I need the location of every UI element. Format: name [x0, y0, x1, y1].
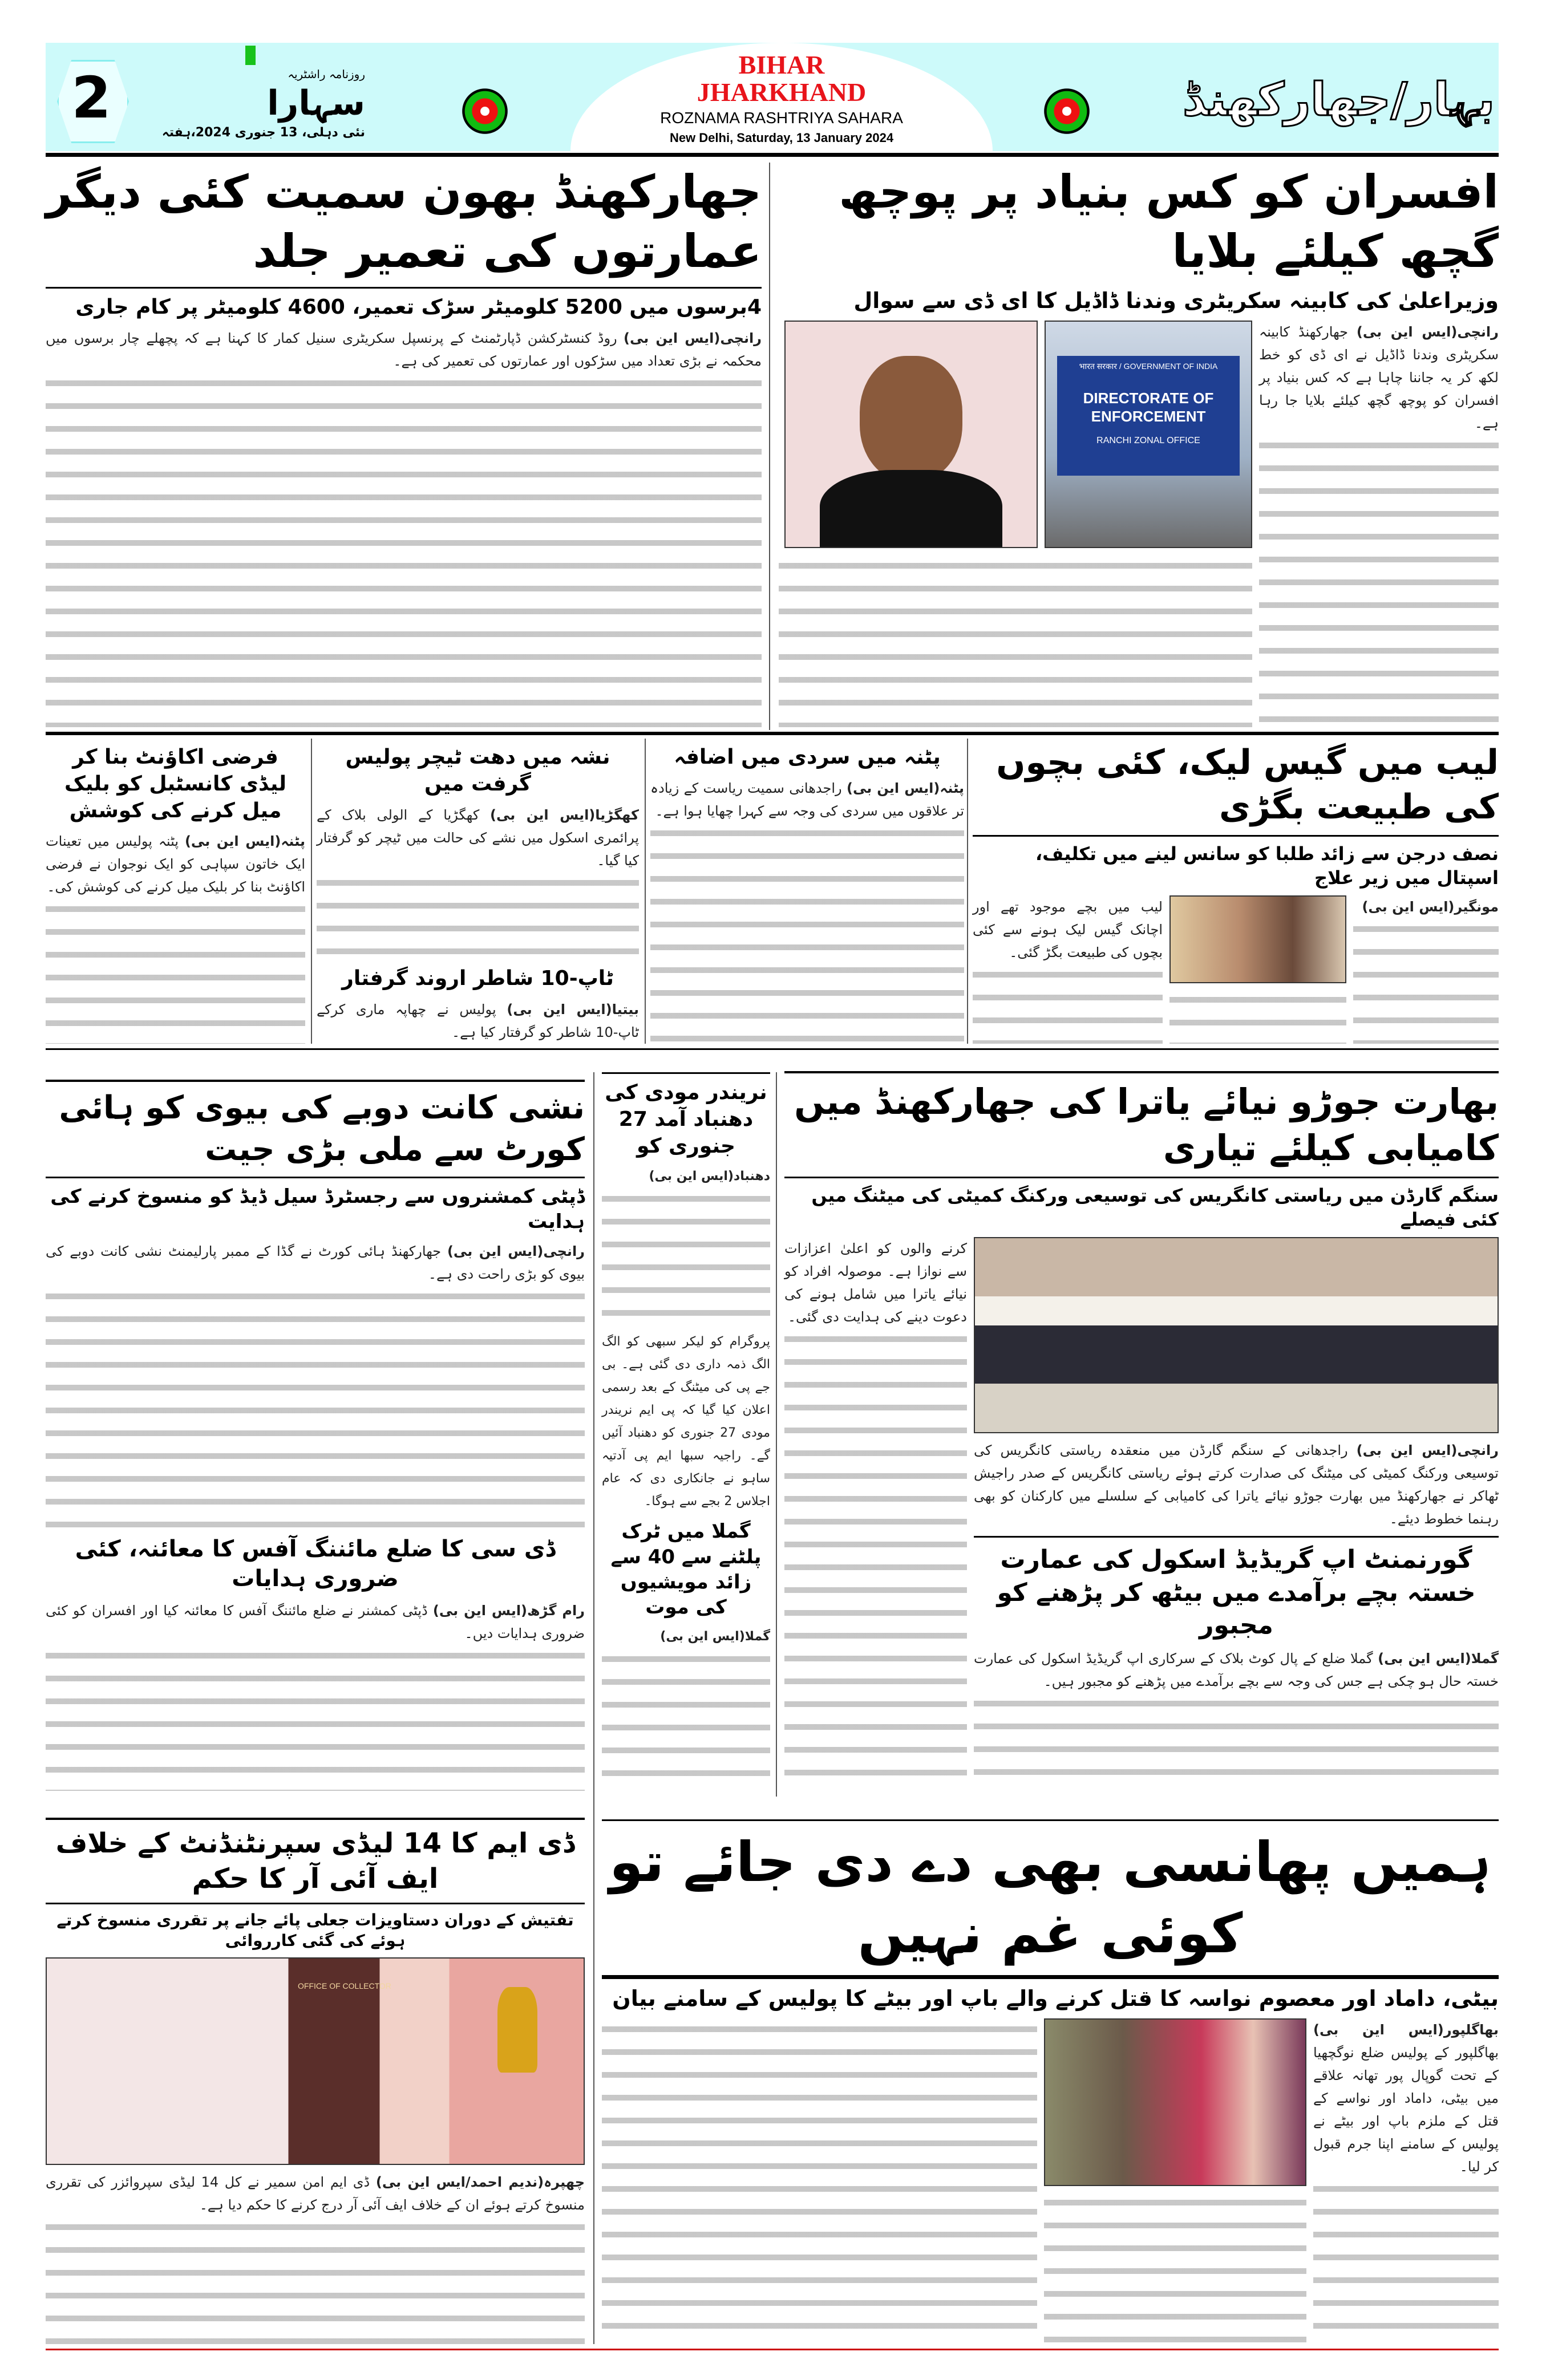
mining-lines: [46, 1645, 585, 1791]
ed-signboard: [1057, 356, 1240, 476]
collector-office-photo: [46, 1957, 585, 2165]
rule: [46, 1818, 585, 1820]
fake-account-headline: فرضی اکاؤنٹ بنا کر لیڈی کانسٹبل کو بلیک میل کرنے کی کوشش: [64, 745, 286, 822]
arvind-headline: ٹاپ-10 شاطر اروند گرفتار: [342, 967, 614, 991]
arvind-dateline: بیتیا(ایس این بی): [507, 1002, 640, 1017]
school-lines: [974, 1693, 1499, 1791]
hanging-lines: [1313, 2178, 1499, 2345]
arvind-text: پولیس نے چھاپہ ماری کرکے ٹاپ-10 شاطر کو گرفتار کیا ہے۔: [317, 1002, 639, 1040]
rule: [784, 1071, 1499, 1073]
court-subhead: ڈپٹی کمشنروں سے رجسٹرڈ سیل ڈیڈ کو منسوخ کرنے کی ہدایت: [50, 1185, 585, 1233]
column-divider: [645, 739, 646, 1044]
rule: [602, 1975, 1499, 1979]
signboard-sub: RANCHI ZONAL OFFICE: [1096, 436, 1200, 446]
fake-account-story: [46, 744, 305, 1044]
title-jharkhand: JHARKHAND: [697, 78, 867, 107]
rule: [784, 1177, 1499, 1178]
gas-body-2: [973, 895, 1163, 1044]
national-emblem-icon: [497, 1987, 537, 2073]
column-divider: [311, 739, 312, 1044]
ed-subhead: وزیراعلیٰ کی کابینہ سکریٹری وندنا ڈاڈیل کا ای ڈی سے سوال: [853, 288, 1499, 313]
yatra-subhead: سنگم گارڈن میں ریاستی کانگریس کی توسیعی ورکنگ کمیٹی کی میٹنگ میں کئی فیصلے: [811, 1185, 1499, 1230]
rule: [46, 287, 762, 289]
section-rule: [46, 732, 1499, 735]
ed-headline: افسران کو کس بنیاد پر پوچھ گچھ کیلئے بلایا: [839, 165, 1499, 278]
patna-cold-lines: [650, 822, 964, 1044]
sunburst-emblem-icon: [1041, 86, 1092, 137]
rule: [602, 1072, 770, 1074]
office-sign: OFFICE OF COLLECTOR: [298, 1981, 391, 1990]
roads-body-continued: [46, 372, 762, 727]
hanging-body-lead: [1313, 2018, 1499, 2178]
cattle-lines: [602, 1648, 770, 1791]
portrait-jacket: [820, 470, 1002, 548]
yatra-content: [784, 1237, 1499, 1791]
gas-hospital-photo: [1169, 895, 1346, 983]
title-bihar: BIHAR: [738, 50, 825, 79]
mining-body: [46, 1599, 585, 1645]
ed-body-under-photo: [779, 555, 1252, 727]
modi-cattle-column: [602, 1072, 770, 1791]
ed-office-photo: [1045, 321, 1252, 548]
patna-cold-body: [650, 777, 964, 822]
hanging-body-3: [1044, 2192, 1306, 2345]
sunburst-emblem-icon: [459, 86, 511, 137]
ed-story: [779, 163, 1499, 727]
column-divider: [593, 1072, 594, 1797]
modi-lines: [602, 1188, 770, 1331]
rule: [602, 1819, 1499, 1821]
section-title: بہار/جھارکھنڈ: [1183, 73, 1495, 126]
mining-text: ڈپٹی کمشنر نے ضلع مائننگ آفس کا معائنہ کیا اور افسران کو کئی ضروری ہدایات دیں۔: [46, 1603, 585, 1642]
gas-story: [973, 740, 1499, 1044]
hanging-body: [1313, 2018, 1499, 2345]
yatra-dateline: رانچی(ایس این بی): [1356, 1442, 1499, 1459]
roads-story: [46, 163, 762, 727]
hanging-body-2: [602, 2018, 1037, 2345]
court-headline: نشی کانت دوبے کی بیوی کو ہائی کورٹ سے ملی بڑی جیت: [59, 1089, 585, 1168]
rule: [46, 1177, 585, 1178]
court-mining-column: [46, 1080, 585, 1791]
roads-dateline: رانچی(ایس این بی): [623, 330, 762, 346]
chief-minister-photo: [784, 321, 1038, 548]
ed-dateline: رانچی(ایس این بی): [1356, 324, 1499, 340]
column-divider: [769, 163, 770, 730]
patna-cold-dateline: پٹنہ(ایس این بی): [846, 780, 965, 796]
hanging-story: [602, 1819, 1499, 2345]
logo-block: [148, 66, 365, 141]
teacher-dateline: کھگڑیا(ایس این بی): [490, 806, 639, 823]
logo-tagline: روزنامہ راشٹریہ: [288, 67, 365, 81]
roads-body: [46, 327, 762, 372]
ed-photos-block: [779, 321, 1252, 727]
mining-dateline: رام گڑھ(ایس این بی): [432, 1603, 585, 1619]
school-body: [974, 1647, 1499, 1693]
cattle-headline: گملا میں ٹرک پلٹنے سے 40 سے زائد مویشیوں کی موت: [610, 1520, 762, 1619]
yatra-body-left: [784, 1237, 967, 1791]
fir-subhead: تفتیش کے دوران دستاویزات جعلی پائے جانے پر تقرری منسوخ کرتے ہوئے کی گئی کارروائی: [56, 1910, 574, 1951]
gas-body-3: [1169, 989, 1346, 1044]
court-dateline: رانچی(ایس این بی): [447, 1243, 585, 1259]
teacher-lines: [317, 872, 639, 960]
ed-photos: [779, 321, 1252, 548]
yatra-body2: کرنے والوں کو اعلیٰ اعزازات سے نوازا ہے۔ موصولہ افراد کو نیائے یاترا میں شامل ہونے کی دعوت دینے کی ہدایت دی گئی۔: [784, 1240, 967, 1325]
school-text: گملا ضلع کے پال کوٹ بلاک کے سرکاری اپ گریڈیڈ اسکول کی عمارت خستہ حال ہو چکی ہے جس کی وجہ سے بچے برآمدے میں پڑھنے کو مجبور ہیں۔: [974, 1650, 1499, 1689]
school-dateline: گملا(ایس این بی): [1378, 1650, 1499, 1667]
fake-account-body: [46, 830, 305, 898]
gas-subhead: نصف درجن سے زائد طلبا کو سانس لینے میں تکلیف، اسپتال میں زیر علاج: [1035, 843, 1499, 889]
gas-body-lines: [1353, 918, 1499, 1044]
yatra-lines: [784, 1328, 967, 1791]
hanging-headline: ہمیں پھانسی بھی دے دی جائے تو کوئی غم نہیں: [609, 1830, 1492, 1965]
yatra-story: [784, 1071, 1499, 1791]
accused-photo: [1044, 2018, 1306, 2186]
teacher-headline: نشہ میں دھت ٹیچر پولیس گرفت میں: [345, 745, 610, 796]
ed-body-text: جھارکھنڈ کابینہ سکریٹری وندنا ڈاڈیل نے ای ڈی کو خط لکھ کر یہ جاننا چاہا ہے کہ کس بنیاد پر افسران کو پوچھ گچھ کیلئے بلایا جا رہا ہے۔: [1259, 324, 1499, 432]
court-text: جھارکھنڈ ہائی کورٹ نے گڈا کے ممبر پارلیمنٹ نشی کانت دوبے کی بیوی کو بڑی راحت دی ہے۔: [46, 1243, 585, 1282]
modi-dateline: دھنباد(ایس این بی): [649, 1169, 770, 1184]
gas-body-lines: [973, 964, 1163, 1044]
fir-headline: ڈی ایم کا 14 لیڈی سپرنٹنڈنٹ کے خلاف ایف آئی آر کا حکم: [55, 1827, 575, 1895]
portrait-face: [860, 356, 962, 481]
yatra-body: [974, 1439, 1499, 1530]
title-en: [570, 51, 993, 106]
fake-account-text: پٹنہ پولیس میں تعینات ایک خاتون سپاہی کو ایک نوجوان نے فرضی اکاؤنٹ بنا کر بلیک میل کرنے کی کوشش کی۔: [46, 833, 305, 895]
gas-body-text: لیب میں بچے موجود تھے اور اچانک گیس لیک ہونے سے کئی بچوں کی طبیعت بگڑ گئی۔: [973, 899, 1163, 961]
logo-sahara: سہارا: [267, 83, 365, 123]
page-number: 2: [71, 64, 111, 131]
patna-cold-headline: پٹنہ میں سردی میں اضافہ: [674, 745, 941, 769]
column-divider: [967, 739, 968, 1044]
teacher-arvind-column: [317, 744, 639, 1044]
roads-body-text: روڈ کنسٹرکشن ڈپارٹمنٹ کے پرنسپل سکریٹری سنیل کمار کا کہنا ہے کہ پچھلے چار برسوں میں محکمہ نے بڑی تعداد میں سڑکوں اور عمارتوں کی تعمیر کی ہے۔: [46, 330, 762, 369]
gas-headline: لیب میں گیس لیک، کئی بچوں کی طبیعت بگڑی: [996, 743, 1499, 827]
date-urdu: نئی دہلی، 13 جنوری 2024،ہفتہ: [161, 125, 365, 140]
column-divider: [593, 1797, 594, 2344]
fake-account-dateline: پٹنہ(ایس این بی): [184, 833, 306, 850]
teacher-body: [317, 804, 639, 872]
fir-text: ڈی ایم امن سمیر نے کل 14 لیڈی سپروائزر کی تقرری منسوخ کرتے ہوئے ان کے خلاف ایف آئی آر درج کرنے کا حکم دیا ہے۔: [46, 2174, 585, 2213]
section-rule: [46, 1048, 1499, 1050]
fir-story: [46, 1818, 585, 2345]
rule: [973, 835, 1499, 837]
gas-body: [1353, 895, 1499, 1044]
yatra-main-column: [974, 1237, 1499, 1791]
ed-body-continued: [1259, 435, 1499, 727]
teacher-text: کھگڑیا کے الولی بلاک کے پرائمری اسکول میں نشے کی حالت میں ٹیچر کو گرفتار کیا گیا۔: [317, 806, 639, 869]
mining-headline: ڈی سی کا ضلع مائننگ آفس کا معائنہ، کئی ضروری ہدایات: [75, 1536, 556, 1592]
yatra-headline: بھارت جوڑو نیائے یاترا کی جھارکھنڈ میں کامیابی کیلئے تیاری: [794, 1081, 1499, 1169]
school-headline: گورنمنٹ اپ گریڈیڈ اسکول کی عمارت خستہ بچے برآمدے میں بیٹھ کر پڑھنے کو مجبور: [997, 1545, 1476, 1640]
patna-cold-story: [650, 744, 964, 1044]
gas-photo-block: [1169, 895, 1346, 1044]
ed-body: [1259, 321, 1499, 727]
hanging-dateline: بھاگلپور(ایس این بی): [1313, 2021, 1499, 2038]
ed-body-lead: [1259, 321, 1499, 435]
court-lines: [46, 1286, 585, 1528]
signboard-top: भारत सरकार / GOVERNMENT OF INDIA: [1079, 362, 1218, 371]
court-body: [46, 1240, 585, 1286]
column-divider: [776, 1072, 777, 1797]
hanging-content: [602, 2018, 1499, 2345]
hanging-subhead: بیٹی، داماد اور معصوم نواسہ کا قتل کرنے والے باپ اور بیٹے کا پولیس کے سامنے بیان: [612, 1985, 1499, 2011]
footer-rule: [46, 2349, 1499, 2350]
arvind-body: [317, 998, 639, 1044]
fir-lines: [46, 2216, 585, 2345]
roads-subhead: 4برسوں میں 5200 کلومیٹر سڑک تعمیر، 4600 کلومیٹر پر کام جاری: [75, 295, 762, 319]
modi-headline: نریندر مودی کی دھنباد آمد 27 جنوری کو: [605, 1081, 767, 1158]
paper-name: ROZNAMA RASHTRIYA SAHARA: [660, 109, 903, 127]
cattle-dateline: گملا(ایس این بی): [660, 1629, 770, 1644]
yatra-text: راجدھانی کے سنگم گارڈن میں منعقدہ ریاستی کانگریس کی توسیعی ورکنگ کمیٹی کی میٹنگ کی صدارت کرتے ہوئے ریاستی کانگریس کے صدر راجیش ٹھاکر نے جھارکھنڈ میں بھارت جوڑو نیائے یاترا کی کامیابی کے سلسلے میں کارکنان کو بھی رہنما خطوط دیئے۔: [974, 1442, 1499, 1527]
gas-content: [973, 895, 1499, 1044]
fir-dateline: چھپرہ(ندیم احمد/ایس این بی): [375, 2174, 585, 2190]
fir-body: [46, 2171, 585, 2216]
logo-one-mark: [245, 46, 256, 65]
rule: [974, 1536, 1499, 1538]
fake-account-lines: [46, 898, 305, 1044]
patna-cold-text: راجدھانی سمیت ریاست کے زیادہ تر علاقوں میں سردی کی وجہ سے کہرا چھایا ہوا ہے۔: [650, 780, 964, 819]
roads-headline: جھارکھنڈ بھون سمیت کئی دیگر عمارتوں کی تعمیر جلد: [46, 165, 762, 278]
date-en: New Delhi, Saturday, 13 January 2024: [669, 131, 894, 145]
hanging-text: بھاگلپور کے پولیس ضلع نوگچھیا کے تحت گوپال پور تھانہ علاقے میں بیٹی، داماد اور نواسے کے قتل کے ملزم باپ اور بیٹے نے پولیس کے سامنے اپنا جرم قبول کر لیا۔: [1313, 2044, 1499, 2175]
signboard-title: DIRECTORATE OF ENFORCEMENT: [1083, 390, 1214, 425]
rule: [46, 1080, 585, 1082]
congress-meeting-photo: [974, 1237, 1499, 1433]
gas-dateline: مونگیر(ایس این بی): [1362, 899, 1499, 915]
hanging-photo-block: [1044, 2018, 1306, 2345]
masthead-rule: [46, 153, 1499, 157]
modi-text: پروگرام کو لیکر سبھی کو الگ الگ ذمہ داری دی گئی ہے۔ بی جے پی کی میٹنگ کے بعد رسمی اعلان کیا گیا کہ پی ایم نریندر مودی 27 جنوری کو دھنباد آئیں گے۔ راجیہ سبھا ایم پی آدتیہ ساہو نے جانکاری دی کہ عام اجلاس 2 بجے سے ہوگا۔: [602, 1335, 770, 1509]
rule: [46, 1903, 585, 1904]
ed-content: [779, 321, 1499, 727]
